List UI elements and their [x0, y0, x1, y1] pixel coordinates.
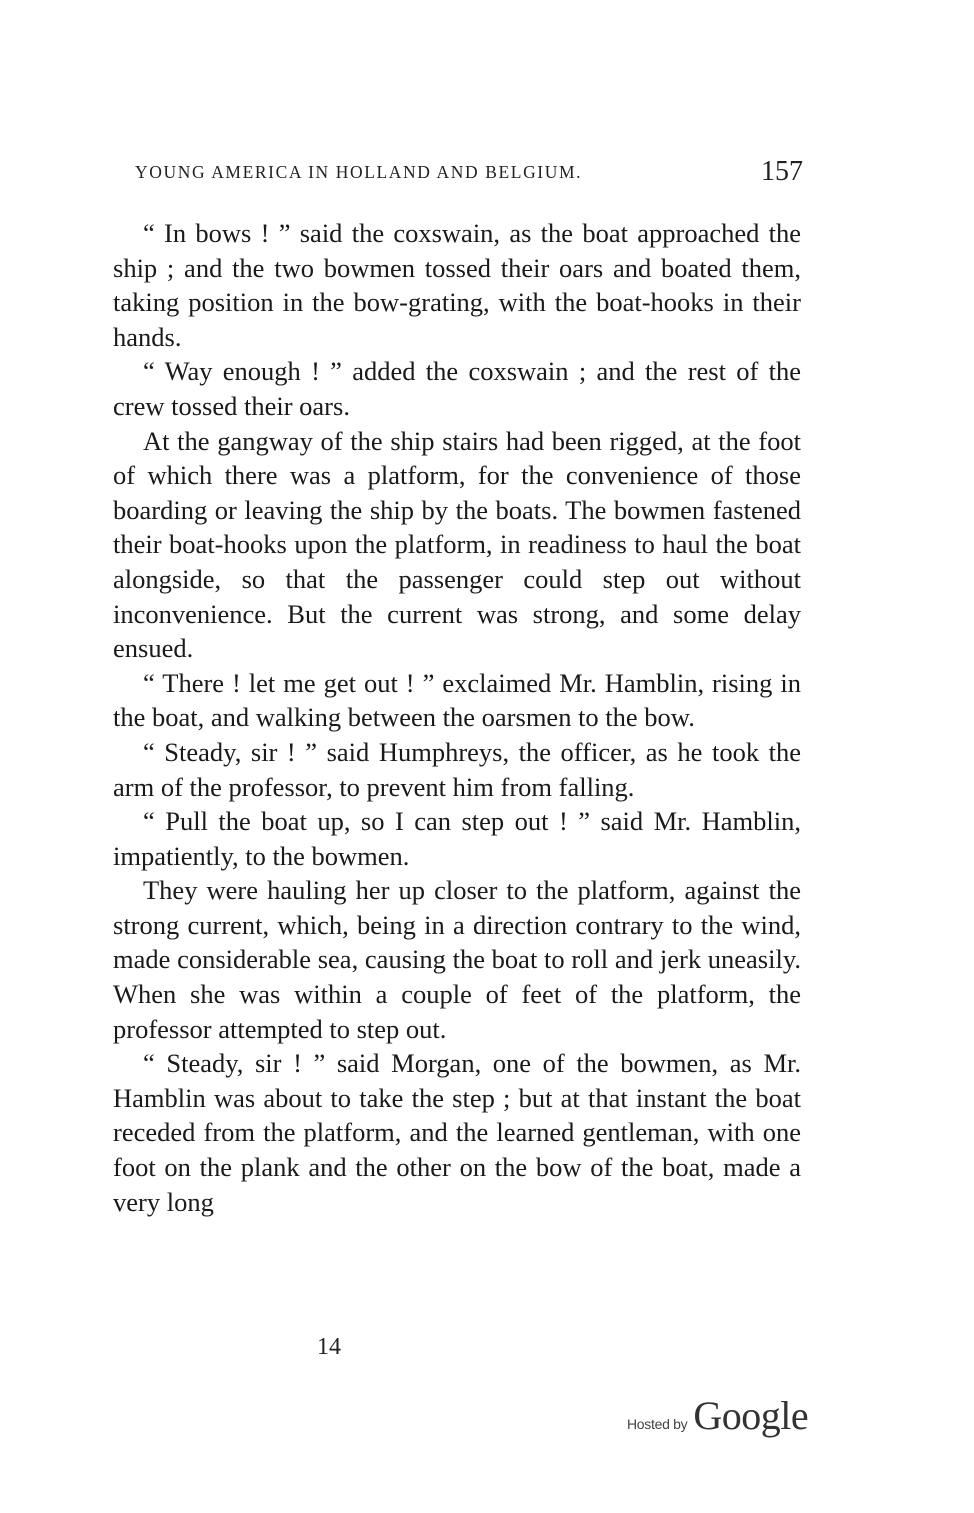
- paragraph: They were hauling her up closer to the platform, against the strong current, which, being in a direction contrary to the wind, made considerable sea, causing the boat to roll and jerk uneasily. When she was within a couple of feet of the platform, the professor attempted to step out.: [113, 875, 801, 1044]
- paragraph: “ Steady, sir ! ” said Humphreys, the officer, as he took the arm of the professor, to prevent him from falling.: [113, 736, 801, 802]
- running-title: YOUNG AMERICA IN HOLLAND AND BELGIUM.: [135, 162, 583, 182]
- watermark-prefix: Hosted by: [627, 1416, 688, 1432]
- paragraph: “ Pull the boat up, so I can step out ! ” said Mr. Hamblin, impatiently, to the bowmen.: [113, 806, 801, 871]
- running-head: [135, 158, 803, 188]
- hosted-by-watermark: [627, 1392, 808, 1439]
- signature-mark: 14: [317, 1334, 341, 1360]
- google-logo: Google: [693, 1393, 809, 1438]
- paragraph: At the gangway of the ship stairs had been rigged, at the foot of which there was a platform, for the convenience of those boarding or leaving the ship by the boats. The bowmen fastened their boat-hooks upon the platform, in readiness to haul the boat alongside, so that the passenger could step out without inconvenience. But the current was strong, and some delay ensued.: [113, 425, 801, 664]
- paragraph: “ There ! let me get out ! ” exclaimed Mr. Hamblin, rising in the boat, and walking between the oarsmen to the bow.: [113, 667, 801, 733]
- body-text: [113, 216, 801, 1219]
- page-number: 157: [761, 156, 803, 187]
- paragraph: “ In bows ! ” said the coxswain, as the boat approached the ship ; and the two bowmen tossed their oars and boated them, taking position in the bow-grating, with the boat-hooks in their hands.: [113, 218, 801, 352]
- paragraph: “ Way enough ! ” added the coxswain ; and the rest of the crew tossed their oars.: [113, 356, 801, 421]
- paragraph: “ Steady, sir ! ” said Morgan, one of the bowmen, as Mr. Hamblin was about to take the step ; but at that instant the boat receded from the platform, and the learned gentleman, with one foot on the plank and the other on the bow of the boat, made a very long: [113, 1048, 801, 1217]
